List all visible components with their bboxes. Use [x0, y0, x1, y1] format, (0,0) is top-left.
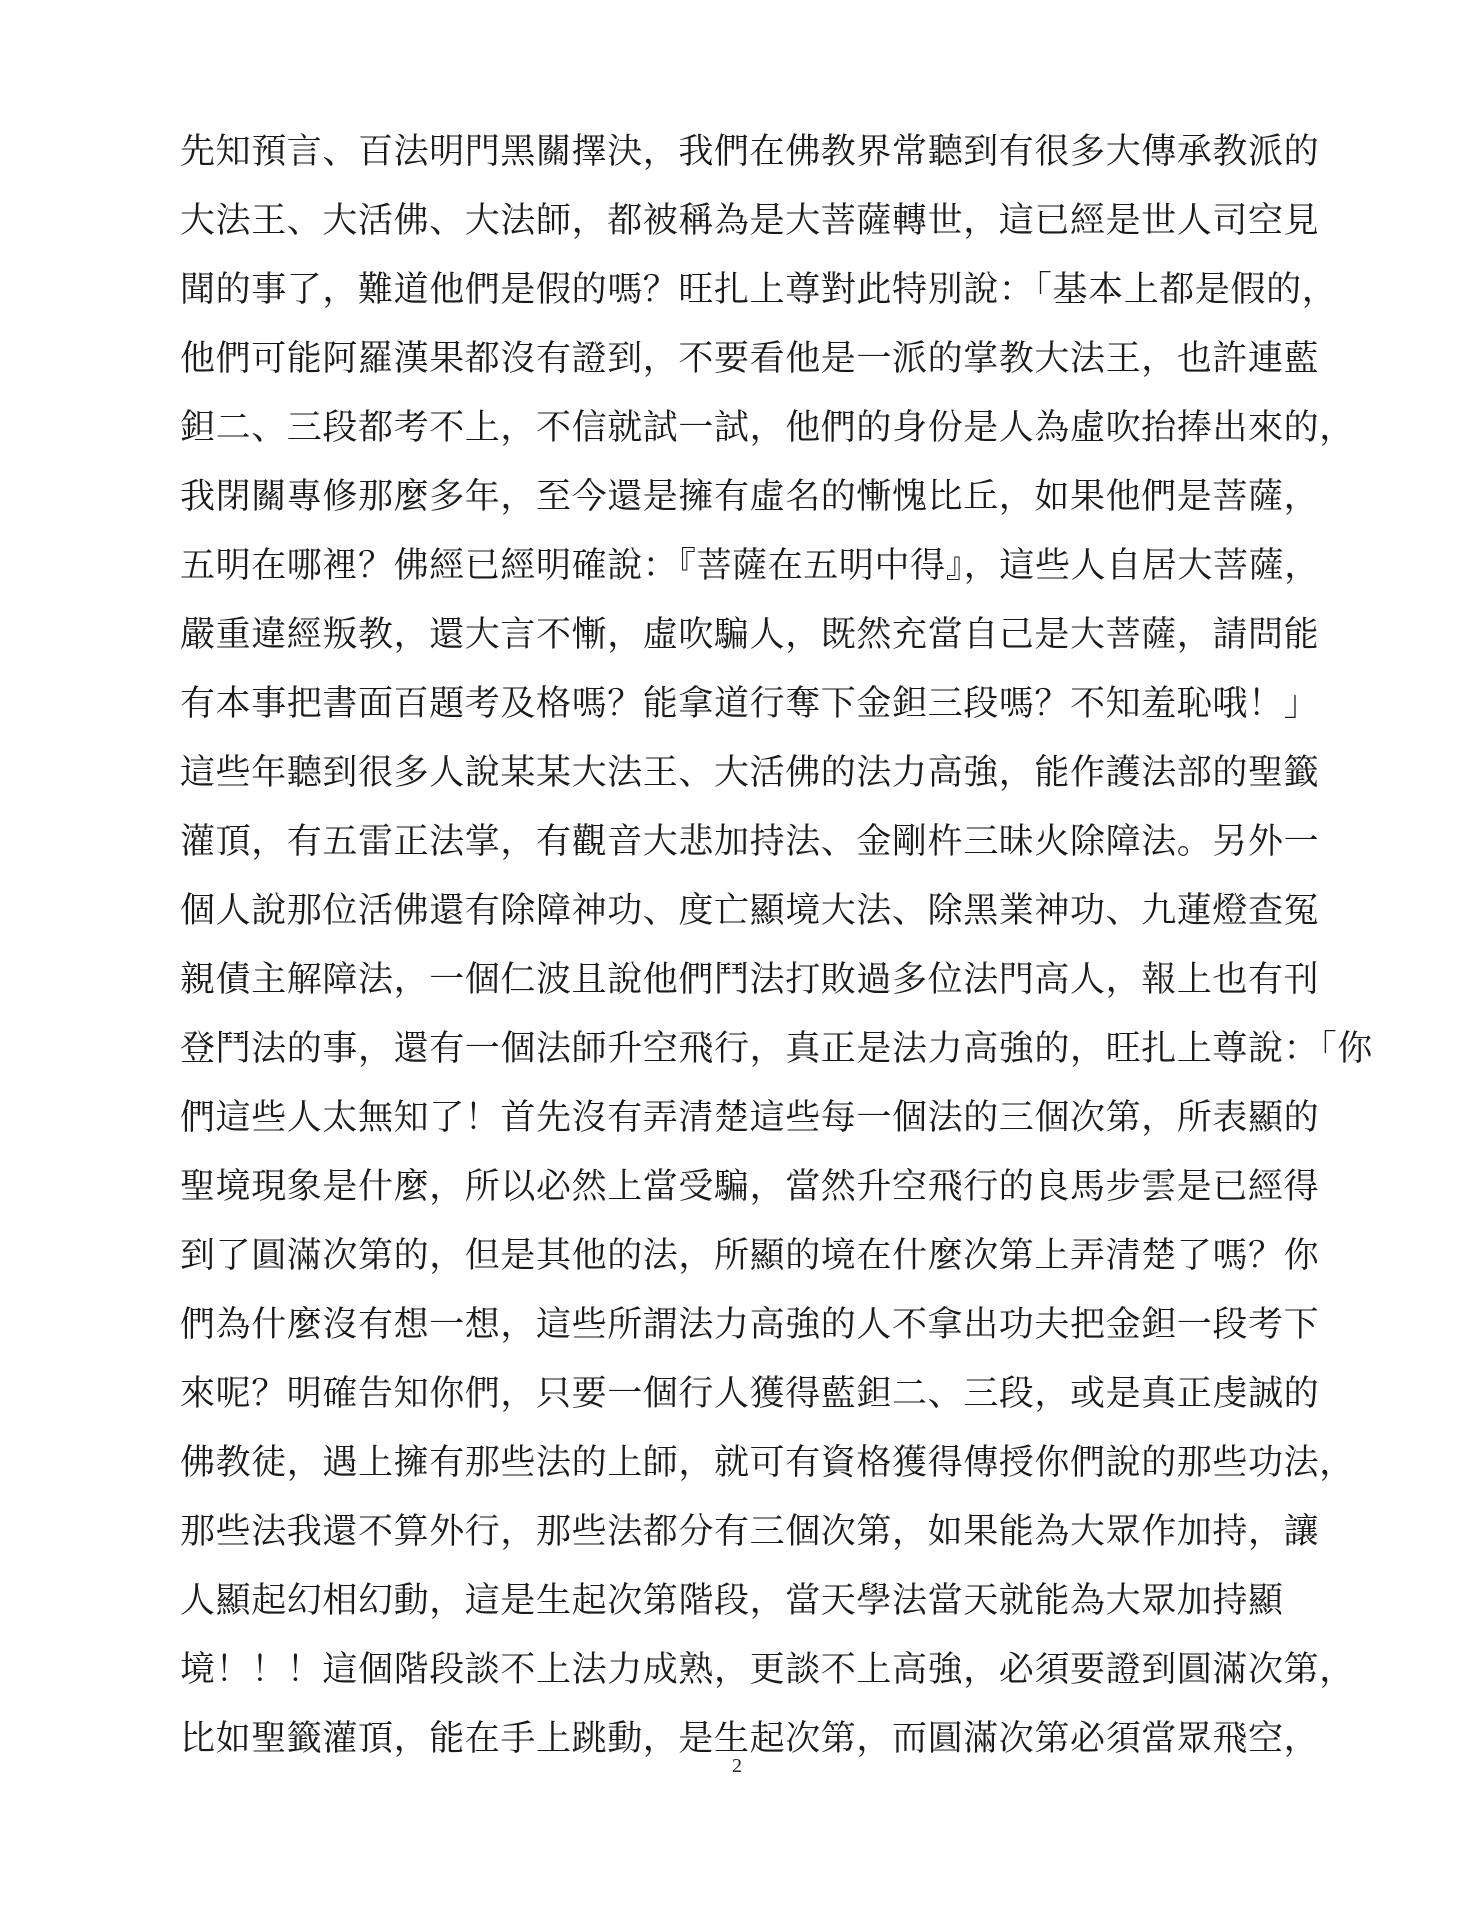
text-line: 來呢？明確告知你們，只要一個行人獲得藍鉭二、三段，或是真正虔誠的 [180, 1374, 1320, 1414]
text-line: 們這些人太無知了！首先沒有弄清楚這些每一個法的三個次第，所表顯的 [180, 1098, 1320, 1138]
text-line: 們為什麼沒有想一想，這些所謂法力高強的人不拿出功夫把金鉭一段考下 [180, 1305, 1320, 1345]
text-line: 五明在哪裡？佛經已經明確說：『菩薩在五明中得』，這些人自居大菩薩， [180, 546, 1320, 586]
text-line: 有本事把書面百題考及格嗎？能拿道行奪下金鉭三段嗎？不知羞恥哦！」 [180, 684, 1320, 724]
text-line: 聞的事了，難道他們是假的嗎？旺扎上尊對此特別說：「基本上都是假的， [180, 270, 1338, 310]
text-line: 人顯起幻相幻動，這是生起次第階段，當天學法當天就能為大眾加持顯 [180, 1581, 1284, 1621]
page-number: 2 [732, 1755, 742, 1777]
text-line: 到了圓滿次第的，但是其他的法，所顯的境在什麼次第上弄清楚了嗎？你 [180, 1236, 1320, 1276]
body-text [180, 118, 1373, 1774]
text-line: 這些年聽到很多人說某某大法王、大活佛的法力高強，能作護法部的聖籤 [180, 753, 1320, 793]
text-line: 比如聖籤灌頂，能在手上跳動，是生起次第，而圓滿次第必須當眾飛空， [180, 1719, 1320, 1759]
text-line: 嚴重違經叛教，還大言不慚，虛吹騙人，既然充當自己是大菩薩，請問能 [180, 615, 1320, 655]
text-line: 大法王、大活佛、大法師，都被稱為是大菩薩轉世，這已經是世人司空見 [180, 201, 1320, 241]
text-line: 灌頂，有五雷正法掌，有觀音大悲加持法、金剛杵三昧火除障法。另外一 [180, 822, 1320, 862]
text-line: 先知預言、百法明門黑關擇決，我們在佛教界常聽到有很多大傳承教派的 [180, 132, 1320, 172]
text-line: 親債主解障法，一個仁波且說他們鬥法打敗過多位法門高人，報上也有刊 [180, 960, 1320, 1000]
text-line: 佛教徒，遇上擁有那些法的上師，就可有資格獲得傳授你們說的那些功法， [180, 1443, 1355, 1483]
text-line: 那些法我還不算外行，那些法都分有三個次第，如果能為大眾作加持，讓 [180, 1512, 1320, 1552]
text-line: 他們可能阿羅漢果都沒有證到，不要看他是一派的掌教大法王，也許連藍 [180, 339, 1320, 379]
text-line: 境！！！這個階段談不上法力成熟，更談不上高強，必須要證到圓滿次第， [180, 1650, 1355, 1690]
text-line: 鉭二、三段都考不上，不信就試一試，他們的身份是人為虛吹抬捧出來的， [180, 408, 1355, 448]
text-line: 聖境現象是什麼，所以必然上當受騙，當然升空飛行的良馬步雲是已經得 [180, 1167, 1320, 1207]
text-line: 登鬥法的事，還有一個法師升空飛行，真正是法力高強的，旺扎上尊說：「你 [180, 1029, 1373, 1069]
text-line: 個人說那位活佛還有除障神功、度亡顯境大法、除黑業神功、九蓮燈查冤 [180, 891, 1320, 931]
text-line: 我閉關專修那麼多年，至今還是擁有虛名的慚愧比丘，如果他們是菩薩， [180, 477, 1320, 517]
